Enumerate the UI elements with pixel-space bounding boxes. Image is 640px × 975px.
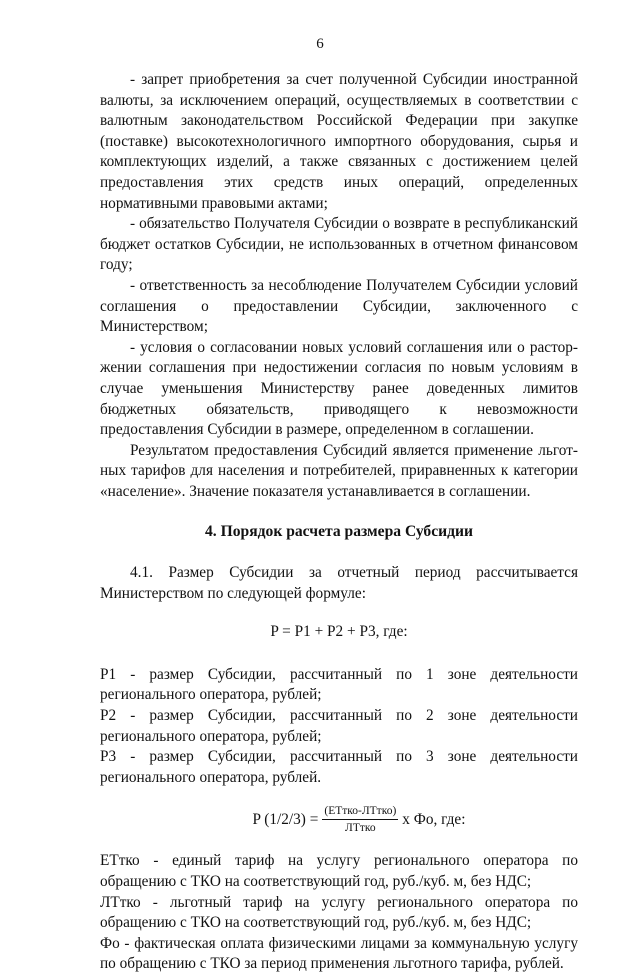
- formula-total: P = P1 + P2 + P3, где:: [270, 623, 408, 641]
- section-title: 4. Порядок расчета размера Субсидии: [205, 523, 473, 541]
- definition-lt: ЛТтко - льготный тариф на услугу регионального оператора по обращению с ТКО на соответствующий год, руб./куб. м, без НДС;: [100, 893, 578, 932]
- formula-fraction: [322, 804, 398, 835]
- paragraph-4-1: 4.1. Размер Субсидии за отчетный период рассчитывается Министерством по следующей формуле:: [100, 564, 578, 602]
- definition-fo: Фо - фактическая оплата физическими лицами за коммунальную услугу по обращению с ТКО за период применения льготного тарифа, рублей.: [100, 934, 578, 973]
- formula-rhs: х Фо, где:: [402, 810, 466, 828]
- paragraph-responsibility: - ответственность за несоблюдение Получателем Субсидии условий соглашения о предоставлении Субсидии, заключенного с Министерством;: [100, 276, 578, 336]
- paragraph-result: Результатом предоставления Субсидий является применение льготных тарифов для населения и потребителей, приравненных к категории «население». Значение показателя устанавливается в соглашении.: [100, 441, 578, 500]
- formula-zone: [140, 804, 578, 835]
- paragraph-return-obligation: - обязательство Получателя Субсидии о возврате в республиканский бюджет остатков Субсидии, не использованных в отчетном финансовом году;: [100, 215, 578, 274]
- definition-p1: P1 - размер Субсидии, рассчитанный по 1 зоне деятельности регионального оператора, рублей;: [100, 665, 578, 704]
- formula-numerator: (ЕТтко-ЛТтко): [322, 804, 398, 820]
- paragraph-currency-ban: - запрет приобретения за счет полученной Субсидии иностранной валюты, за исключением операций, осуществляемых в соответствии с валютным законодательством Российской Федерации при закупке (поставке) высокотехнологичного импортного оборудования, сырья и комплектующих изделий, а также связанных с достижением целей предоставления этих средств иных операций, определенных нормативными правовыми актами;: [100, 71, 578, 212]
- page-number: 6: [316, 36, 324, 52]
- definition-p3: P3 - размер Субсидии, рассчитанный по 3 зоне деятельности регионального оператора, рублей.: [100, 748, 578, 786]
- definition-p2: P2 - размер Субсидии, рассчитанный по 2 зоне деятельности регионального оператора, рублей;: [100, 707, 578, 745]
- formula-lhs: P (1/2/3) =: [252, 810, 319, 828]
- formula-denominator: ЛТтко: [345, 822, 376, 835]
- definition-et: ЕТтко - единый тариф на услугу регионального оператора по обращению с ТКО на соответствующий год, руб./куб. м, без НДС;: [100, 852, 578, 890]
- document-body: [100, 70, 578, 975]
- paragraph-agreement-conditions: - условия о согласовании новых условий соглашения или о расторжении соглашения при недостижении согласия по новым условиям в случае уменьшения Министерству ранее доведенных лимитов бюджетных обязательств, приводящего к невозможности предоставления Субсидии в размере, определенном в соглашении.: [100, 338, 578, 439]
